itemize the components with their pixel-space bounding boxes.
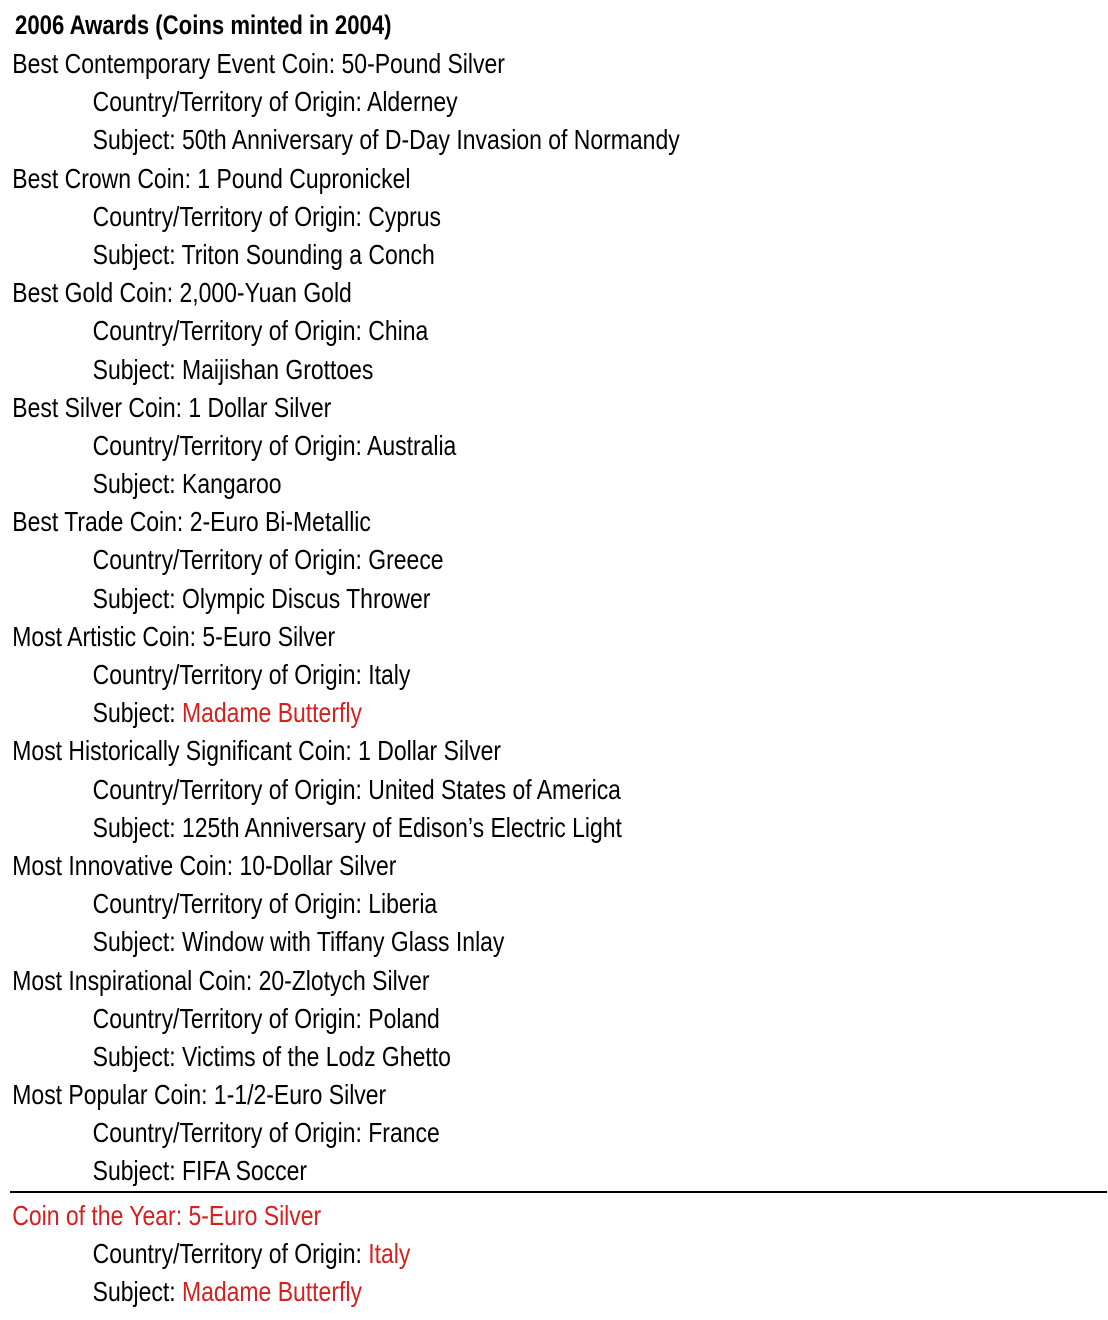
country-label: Country/Territory of Origin: — [92, 86, 368, 118]
coin-of-the-year-category: Coin of the Year: 5-Euro Silver — [12, 1200, 322, 1231]
award-category: Best Contemporary Event Coin: 50-Pound Silver — [12, 48, 505, 79]
country-label: Country/Territory of Origin: — [92, 888, 369, 920]
award-country — [0, 312, 909, 350]
page-title: 2006 Awards (Coins minted in 2004) — [15, 10, 392, 40]
award-subject — [0, 1152, 909, 1190]
award-subject — [0, 465, 909, 503]
award-country — [0, 1114, 909, 1152]
award-country — [0, 83, 909, 121]
award-subject — [0, 580, 909, 618]
country-value: Cyprus — [368, 200, 442, 232]
award-subject — [0, 923, 909, 961]
country-value: Liberia — [368, 888, 438, 920]
subject-value: FIFA Soccer — [182, 1155, 308, 1187]
award-country — [0, 427, 909, 465]
country-label: Country/Territory of Origin: — [92, 315, 369, 347]
awards-list — [0, 45, 1108, 1191]
award-category: Most Innovative Coin: 10-Dollar Silver — [12, 849, 397, 881]
country-value: Australia — [367, 429, 457, 461]
award-entry — [0, 1076, 1108, 1191]
subject-value: 50th Anniversary of D-Day Invasion of Normandy — [182, 124, 680, 156]
award-entry — [0, 847, 1108, 962]
country-label: Country/Territory of Origin: — [92, 544, 369, 576]
country-label: Country/Territory of Origin: — [92, 200, 369, 232]
award-category: Most Popular Coin: 1-1/2-Euro Silver — [12, 1079, 387, 1111]
award-entry — [0, 732, 1108, 847]
award-subject — [0, 694, 909, 732]
subject-label: Subject: — [92, 468, 183, 500]
subject-value: Victims of the Lodz Ghetto — [182, 1040, 451, 1072]
country-value: Alderney — [367, 86, 458, 118]
country-label: Country/Territory of Origin: — [92, 1238, 369, 1270]
country-value: China — [368, 315, 429, 347]
award-category: Best Trade Coin: 2-Euro Bi-Metallic — [12, 506, 371, 538]
country-label: Country/Territory of Origin: — [92, 429, 368, 461]
award-entry — [0, 45, 1108, 160]
subject-label: Subject: — [92, 1276, 183, 1308]
award-category: Best Crown Coin: 1 Pound Cupronickel — [12, 162, 411, 194]
coin-of-the-year-country — [0, 1235, 909, 1273]
award-category: Most Artistic Coin: 5-Euro Silver — [12, 620, 336, 652]
subject-label: Subject: — [92, 697, 183, 729]
country-label: Country/Territory of Origin: — [92, 773, 369, 805]
subject-label: Subject: — [92, 353, 183, 385]
award-country — [0, 771, 909, 809]
subject-value-highlighted: Madame Butterfly — [182, 697, 362, 729]
award-subject — [0, 809, 909, 847]
subject-label: Subject: — [92, 238, 182, 270]
country-value: Italy — [368, 659, 411, 690]
award-entry — [0, 618, 1108, 733]
subject-value: Olympic Discus Thrower — [182, 582, 431, 614]
subject-label: Subject: — [92, 926, 183, 958]
subject-label: Subject: — [92, 124, 183, 156]
award-category: Best Silver Coin: 1 Dollar Silver — [12, 391, 332, 423]
subject-value-highlighted: Madame Butterfly — [182, 1276, 362, 1308]
award-category: Best Gold Coin: 2,000-Yuan Gold — [12, 277, 352, 309]
country-value: Greece — [368, 544, 444, 576]
award-subject — [0, 1038, 909, 1076]
subject-label: Subject: — [92, 1155, 183, 1187]
award-subject — [0, 236, 909, 274]
award-country — [0, 1000, 909, 1038]
award-entry — [0, 274, 1108, 389]
award-country — [0, 541, 909, 579]
award-country — [0, 656, 909, 694]
country-value-highlighted: Italy — [368, 1238, 411, 1270]
subject-value: Window with Tiffany Glass Inlay — [182, 926, 505, 958]
subject-label: Subject: — [92, 1040, 183, 1072]
award-category: Most Historically Significant Coin: 1 Dollar Silver — [12, 735, 502, 767]
award-entry — [0, 962, 1108, 1077]
country-value: Poland — [368, 1002, 440, 1034]
subject-label: Subject: — [92, 811, 183, 843]
subject-label: Subject: — [92, 582, 183, 614]
award-entry — [0, 160, 1108, 275]
subject-value: Kangaroo — [182, 468, 282, 500]
country-label: Country/Territory of Origin: — [92, 1117, 369, 1149]
country-label: Country/Territory of Origin: — [92, 1002, 369, 1034]
award-country — [0, 885, 909, 923]
subject-value: Maijishan Grottoes — [182, 353, 374, 385]
award-subject — [0, 121, 909, 159]
country-value: United States of America — [368, 773, 621, 805]
section-divider — [10, 1191, 1107, 1193]
award-category: Most Inspirational Coin: 20-Zlotych Silver — [12, 964, 430, 996]
award-country — [0, 198, 909, 236]
country-label: Country/Territory of Origin: — [92, 659, 369, 690]
award-subject — [0, 351, 909, 389]
country-value: France — [368, 1117, 440, 1149]
award-entry — [0, 503, 1108, 618]
award-entry — [0, 389, 1108, 504]
coin-of-the-year-subject — [0, 1273, 909, 1311]
coin-of-the-year — [0, 1197, 1108, 1312]
subject-value: Triton Sounding a Conch — [181, 238, 435, 270]
subject-value: 125th Anniversary of Edison’s Electric Light — [182, 811, 622, 843]
